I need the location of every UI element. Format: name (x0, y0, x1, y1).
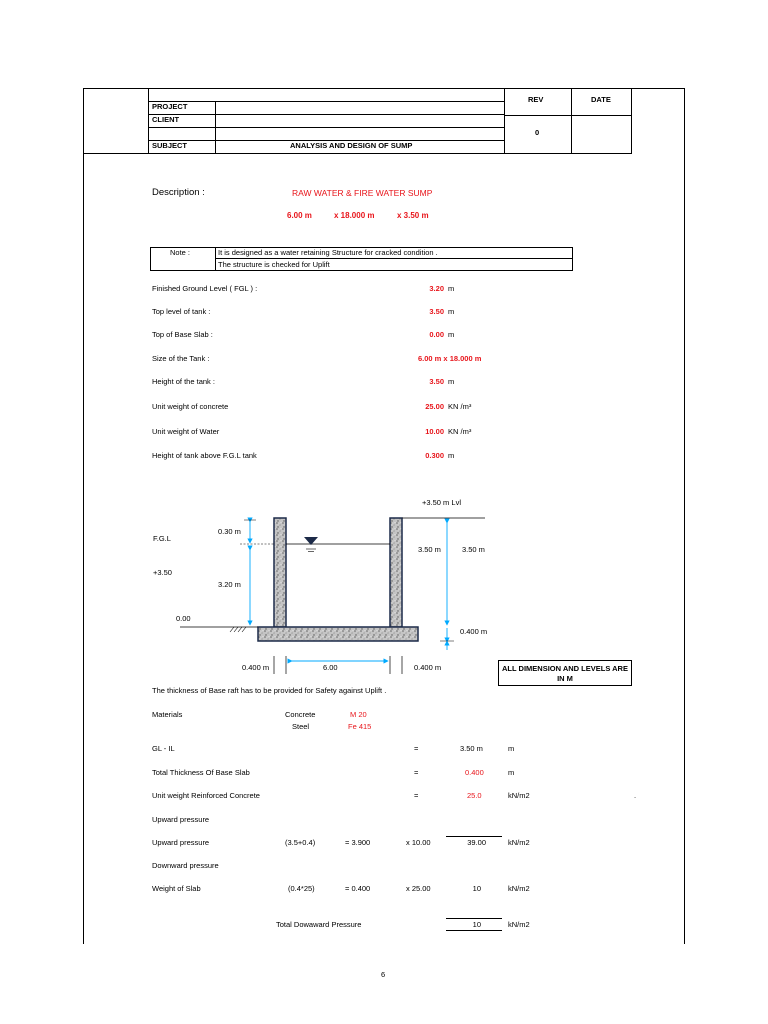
all-dimensions-note: ALL DIMENSION AND LEVELS ARE IN M (498, 660, 632, 686)
equals-sign: = (414, 744, 419, 753)
date-label: DATE (591, 95, 611, 104)
upward-pressure-result: 39.00 (467, 838, 486, 847)
param-unit: KN /m³ (448, 427, 472, 436)
note-line1: It is designed as a water retaining Structure for cracked condition . (218, 248, 438, 257)
param-value: 3.20 (429, 284, 444, 293)
note-label: Note : (170, 248, 191, 257)
description-title: RAW WATER & FIRE WATER SUMP (292, 188, 433, 198)
param-value: 0.00 (429, 330, 444, 339)
slab-thickness-label: Total Thickness Of Base Slab (152, 768, 250, 777)
description-dim3: x 3.50 m (397, 211, 429, 220)
param-label: Top level of tank : (152, 307, 211, 316)
fgl-label: F.G.L (153, 534, 171, 543)
description-dim2: x 18.000 m (334, 211, 375, 220)
description-dim1: 6.00 m (287, 211, 312, 220)
concrete-grade: M 20 (350, 710, 367, 719)
rev-value: 0 (535, 128, 540, 137)
param-label: Height of tank above F.G.L tank (152, 451, 257, 460)
param-label: Finished Ground Level ( FGL ) : (152, 284, 258, 293)
bottom-dim-right: 0.400 m (414, 663, 442, 672)
downward-pressure-heading: Downward pressure (152, 861, 219, 870)
param-value: 10.00 (425, 427, 444, 436)
dim-030: 0.30 m (218, 527, 241, 536)
param-label: Size of the Tank : (152, 354, 210, 363)
subject-label: SUBJECT (152, 141, 188, 150)
uplift-statement: The thickness of Base raft has to be provided for Safety against Uplift . (152, 686, 387, 695)
param-label: Top of Base Slab : (152, 330, 213, 339)
right-wall (390, 518, 402, 627)
upward-pressure-expr: (3.5+0.4) (285, 838, 316, 847)
rev-label: REV (528, 95, 544, 104)
gl-il-label: GL - IL (152, 744, 175, 753)
plus-level-label: +3.50 (153, 568, 172, 577)
equals-sign: = (414, 768, 419, 777)
slab-weight-label: Weight of Slab (152, 884, 201, 893)
description-label: Description : (152, 187, 205, 198)
project-label: PROJECT (152, 102, 188, 111)
zero-level-label: 0.00 (176, 614, 191, 623)
upward-pressure-eq: = 3.900 (345, 838, 371, 847)
slab-weight-mult: x 25.00 (406, 884, 431, 893)
param-unit: KN /m³ (448, 402, 472, 411)
bottom-dim-left: 0.400 m (242, 663, 270, 672)
param-value: 3.50 (429, 307, 444, 316)
unit-weight-label: Unit weight Reinforced Concrete (152, 791, 260, 800)
gl-il-unit: m (508, 744, 515, 753)
subject-value: ANALYSIS AND DESIGN OF SUMP (290, 141, 413, 150)
upward-pressure-unit: kN/m2 (508, 838, 530, 847)
param-unit: m (448, 330, 455, 339)
dim-350-a: 3.50 m (418, 545, 441, 554)
left-wall (274, 518, 286, 627)
slab-weight-expr: (0.4*25) (288, 884, 315, 893)
total-downward-unit: kN/m2 (508, 920, 530, 929)
ground-hatch-icon (230, 627, 246, 632)
param-label: Height of the tank : (152, 377, 215, 386)
unit-weight-unit: kN/m2 (508, 791, 530, 800)
equals-sign: = (414, 791, 419, 800)
note-line2: The structure is checked for Uplift (218, 260, 330, 269)
dim-320: 3.20 m (218, 580, 241, 589)
trailing-dot: . (634, 791, 637, 800)
total-downward-result: 10 (472, 920, 481, 929)
upward-pressure-label: Upward pressure (152, 838, 210, 847)
slab-thickness-value: 0.400 (465, 768, 484, 777)
slab-weight-result: 10 (472, 884, 481, 893)
param-unit: m (448, 451, 455, 460)
upward-pressure-mult: x 10.00 (406, 838, 431, 847)
concrete-label: Concrete (285, 710, 316, 719)
upward-pressure-heading: Upward pressure (152, 815, 210, 824)
steel-grade: Fe 415 (348, 722, 372, 731)
gl-il-value: 3.50 m (460, 744, 483, 753)
param-value: 6.00 m x 18.000 m (418, 354, 482, 363)
param-value: 25.00 (425, 402, 444, 411)
page-number: 6 (381, 970, 386, 979)
bottom-dim-mid: 6.00 (323, 663, 338, 672)
client-label: CLIENT (152, 115, 180, 124)
unit-weight-value: 25.0 (467, 791, 482, 800)
param-label: Unit weight of Water (152, 427, 220, 436)
slab-weight-unit: kN/m2 (508, 884, 530, 893)
param-unit: m (448, 307, 455, 316)
param-value: 3.50 (429, 377, 444, 386)
param-value: 0.300 (425, 451, 444, 460)
materials-label: Materials (152, 710, 183, 719)
total-downward-label: Total Dowaward Pressure (276, 920, 362, 929)
param-unit: m (448, 284, 455, 293)
steel-label: Steel (292, 722, 310, 731)
dim-350-b: 3.50 m (462, 545, 485, 554)
top-level-label: +3.50 m Lvl (422, 498, 461, 507)
base-slab (258, 627, 418, 641)
dim-0400: 0.400 m (460, 627, 488, 636)
slab-weight-eq: = 0.400 (345, 884, 371, 893)
param-label: Unit weight of concrete (152, 402, 229, 411)
slab-thickness-unit: m (508, 768, 515, 777)
param-unit: m (448, 377, 455, 386)
